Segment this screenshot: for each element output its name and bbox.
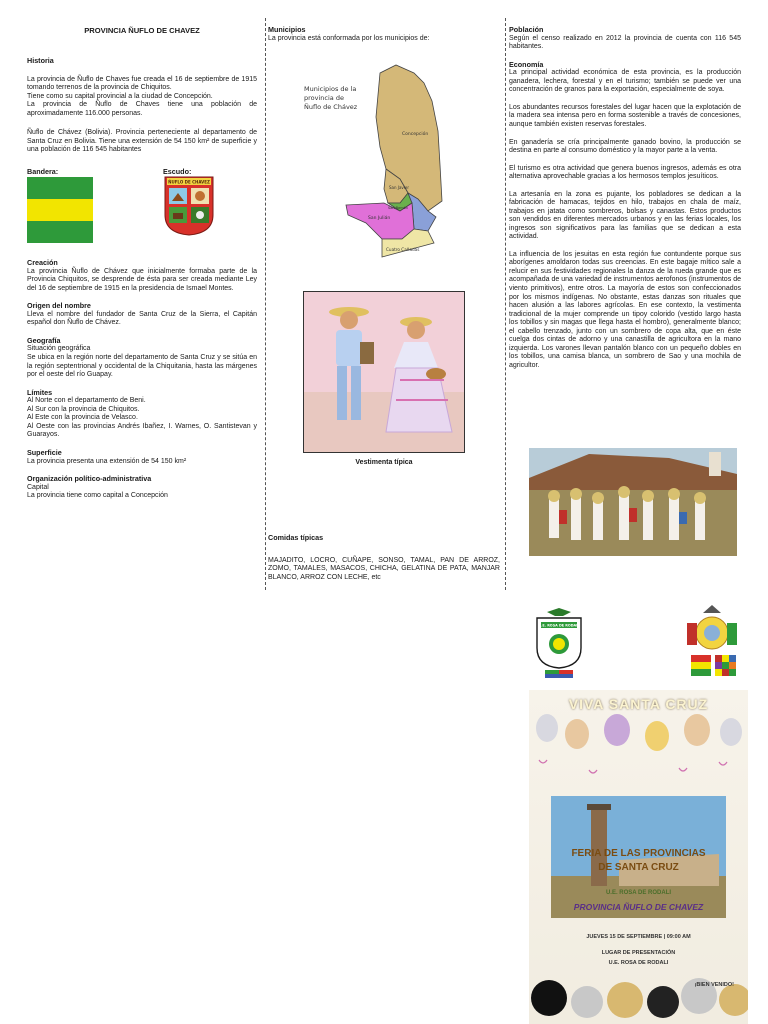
economia-p3: En ganadería se cría principalmente ganado bovino, la producción se destina en parte al consumo doméstico y la mayor parte a la venta. <box>509 138 741 155</box>
limites-heading: Límites <box>27 387 53 397</box>
limite-norte: Al Norte con el departamento de Beni. <box>27 397 146 405</box>
historia-p2: Tiene como su capital provincial a la ciudad de Concepción. <box>27 92 213 100</box>
column-divider-1 <box>265 18 266 590</box>
poster-ue-line: U.E. ROSA DE RODALI <box>605 890 672 896</box>
municipios-text: La provincia está conformada por los municipios de: <box>268 34 430 42</box>
poster-lugar-l2: U.E. ROSA DE RODALI <box>608 960 669 966</box>
geografia-section <box>27 337 257 380</box>
economia-p1: La principal actividad económica de esta provincia, es la producción ganadera, lechera, forestal y en el turismo; también se puede ver una concentración de granos para la exportación, especialmente de soya. <box>509 69 741 94</box>
poster-header: VIVA SANTA CRUZ <box>568 696 709 712</box>
poster-lugar-l1: LUGAR DE PRESENTACIÓN <box>601 950 676 956</box>
map-caption-l1: Municipios de la <box>304 85 357 94</box>
economia-p6: La influencia de los jesuitas en esta región fue contundente porque sus aborígenes amoldaron todas sus creencias. En este bagaje mítico sale a relucir en sus festividades regionales la danza de la rueda grande que es acompañada de una variedad de instrumentos aerofonos (instrumentos de viento primitivos), entre otros. La mayoría de estos son confeccionados por los mismos indígenas. No obstante, estas danzas son rituales que hacen alusión a las labores agrícolas. En ese contexto, la vestimenta tradicional de la mujer comprende un tipoy colorido (vestido largo hasta los tobillos y sin magas que llega hasta el hombro), generalmente blanco; el cabello trenzado, junto con un sombrero de copa alta, que en éste cuelga dos cintas de adorno y una canastilla de agricultora en la mano izquierda. Los varones llevan pantalón blanco con un pequeño dobles en los tobillos, una camisa blanca, un sombrero de Sao y una mochila de agricultor. <box>509 250 741 369</box>
geografia-heading: Geografía <box>27 335 61 345</box>
map-caption-l2: provincia de <box>304 94 344 103</box>
historia-p4: Ñuflo de Chávez (Bolivia). Provincia perteneciente al departamento de Santa Cruz en Bolivia. Tiene una extensión de 54 150 km² de superficie y una población de 116 545 habitantes <box>27 129 257 154</box>
poster-bienvenido: ¡BIEN VENIDO! <box>694 982 734 988</box>
limites-section <box>27 389 257 440</box>
column-municipios <box>268 26 500 582</box>
geografia-text: Se ubica en la región norte del departamento de Santa Cruz y se sitúa en la región septentrional y occidental de la Chiquitania, hasta las márgenes por el oeste del río Guapay. <box>27 354 257 379</box>
poblacion-section <box>509 26 741 52</box>
geografia-sub: Situación geográfica <box>27 345 91 353</box>
origen-text: Lleva el nombre del fundador de Santa Cruz de la Sierra, el Capitán español don Ñuflo de Chávez. <box>27 310 257 327</box>
historia-p1: La provincia de Ñuflo de Chaves fue creada el 16 de septiembre de 1915 tomando terrenos de la provincia de Chiquitos. <box>27 75 257 92</box>
municipios-heading: Municipios <box>268 25 306 34</box>
map-caption-l3: Ñuflo de Chávez <box>304 103 358 112</box>
poster-feria-l1: FERIA DE LAS PROVINCIAS <box>571 848 706 859</box>
origen-section <box>27 302 257 328</box>
school-logo-text: U.E. ROSA DE RODALI <box>538 623 580 628</box>
label-san-javier: San Javier <box>389 185 410 191</box>
escudo-label: Escudo: <box>163 166 192 176</box>
economia-p4: El turismo es otra actividad que genera buenos ingresos, además es otra alternativa aprovechable gracias a los hermosos templos jesuíticos. <box>509 164 741 181</box>
escudo-text: ÑUFLO DE CHAVEZ <box>168 179 210 185</box>
superficie-text: La provincia presenta una extensión de 54 150 km² <box>27 457 187 465</box>
municipios-map-svg <box>268 61 500 273</box>
comidas-section <box>268 534 500 582</box>
creacion-section <box>27 259 257 293</box>
province-flag <box>27 177 93 243</box>
creacion-heading: Creación <box>27 257 58 267</box>
organizacion-capital-label: Capital <box>27 483 49 491</box>
label-san-julian: San Julián <box>368 216 391 222</box>
superficie-heading: Superficie <box>27 447 62 457</box>
vestimenta-photo <box>303 291 465 453</box>
poster-provincia: PROVINCIA ÑUFLO DE CHAVEZ <box>573 902 704 912</box>
school-logo <box>533 608 585 680</box>
economia-p5: La artesanía en la zona es pujante, los pobladores se dedican a la fabricación de hamacas, tejidos en hilo, trabajos en chala de maíz, trabajos en jatata como sombreros, bolsas y canastas. Estos productos son vendidos en diferentes mercados urbanos y en las ferias locales, los ingresos son significativos para las familias que se dedican a esta actividad. <box>509 190 741 241</box>
column-poblacion-economia <box>509 26 741 379</box>
superficie-section <box>27 449 257 466</box>
dance-photo <box>529 448 737 556</box>
limite-oeste: Al Oeste con las provincias Andrés Ibañez, I. Warnes, O. Santistevan y Guarayos. <box>27 422 257 439</box>
page-title: PROVINCIA ÑUFLO DE CHAVEZ <box>84 26 200 35</box>
limite-sur: Al Sur con la provincia de Chiquitos. <box>27 405 140 413</box>
province-coat-of-arms <box>163 175 215 237</box>
origen-heading: Origen del nombre <box>27 301 91 311</box>
municipios-map <box>268 61 500 273</box>
label-cuatro-canadas: Cuatro Cañadas <box>386 247 420 253</box>
organizacion-section <box>27 475 257 501</box>
vestimenta-caption: Vestimenta típica <box>355 459 413 467</box>
column-historia <box>27 22 257 510</box>
comidas-text: MAJADITO, LOCRO, CUÑAPE, SONSO, TAMAL, PAN DE ARROZ, ZOMO, TAMALES, MASACOS, CHICHA, GELATINA DE PATA, MANJAR BLANCO, ARROZ CON LECHE, etc <box>268 556 500 581</box>
organizacion-heading: Organización político-administrativa <box>27 474 152 484</box>
historia-section <box>27 57 257 155</box>
label-concepcion: Concepción <box>402 132 429 138</box>
poster-fecha: JUEVES 15 DE SEPTIEMBRE | 09:00 AM <box>586 934 691 940</box>
bolivia-emblem <box>681 603 743 679</box>
poblacion-heading: Población <box>509 25 544 34</box>
poblacion-text: Según el censo realizado en 2012 la provincia de cuenta con 116 545 habitantes. <box>509 34 741 51</box>
comidas-heading: Comidas típicas <box>268 533 324 543</box>
economia-p2: Los abundantes recursos forestales del lugar hacen que la explotación de la madera sea intensa pero en forma sostenible a través de concesiones, aunque también existen reservas forestales. <box>509 103 741 128</box>
bandera-label: Bandera: <box>27 166 59 176</box>
economia-heading: Economía <box>509 59 544 69</box>
feria-poster <box>529 690 748 1024</box>
column-divider-2 <box>505 18 506 590</box>
label-san-ramon: San Ramón <box>388 206 408 211</box>
poster-feria-l2: DE SANTA CRUZ <box>598 862 679 873</box>
historia-heading: Historia <box>27 56 54 65</box>
historia-p3: La provincia de Ñuflo de Chaves tiene una población de aproximadamente 116.000 personas. <box>27 101 257 117</box>
creacion-text: La provincia Ñuflo de Chávez que inicialmente formaba parte de la Provincia Chiquitos, se desprende de ésta para ser creada mediante Ley del 16 de septiembre de 1915 en la presidencia de Ismael Montes. <box>27 267 257 292</box>
limite-este: Al Este con la provincia de Velasco. <box>27 414 138 422</box>
vestimenta-illustration <box>304 292 464 452</box>
organizacion-capital-text: La provincia tiene como capital a Concepción <box>27 492 168 500</box>
symbols-row <box>27 167 257 241</box>
